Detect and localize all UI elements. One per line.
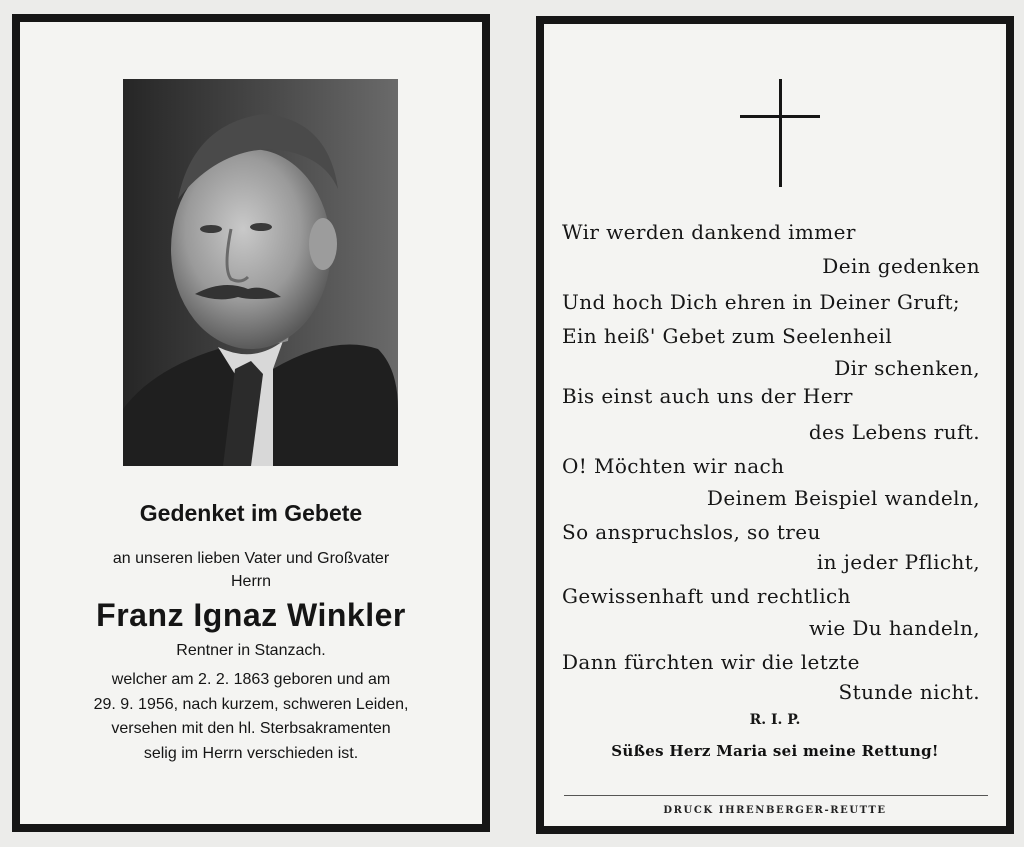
occupation: Rentner in Stanzach. — [176, 642, 326, 659]
printer-credit: DRUCK IHRENBERGER-REUTTE — [663, 805, 887, 816]
verse-line: des Lebens ruft. — [808, 420, 980, 444]
verse-line: wie Du handeln, — [809, 616, 980, 640]
heading: Gedenket im Gebete — [139, 500, 363, 526]
cross-icon — [740, 79, 820, 189]
rip-text: R. I. P. — [749, 712, 801, 728]
memorial-card-left — [12, 14, 490, 832]
verse-line: So anspruchslos, so treu — [562, 520, 821, 544]
bio-line: 29. 9. 1956, nach kurzem, schweren Leiden, — [93, 695, 409, 713]
verse-line: Gewissenhaft und rechtlich — [562, 584, 851, 608]
verse-line: Ein heiß' Gebet zum Seelenheil — [562, 324, 893, 348]
verse-line: Dir schenken, — [834, 356, 980, 380]
verse-line: in jeder Pflicht, — [816, 550, 980, 574]
prayer-text: Süßes Herz Maria sei meine Rettung! — [611, 742, 939, 760]
verse-line: Und hoch Dich ehren in Deiner Gruft; — [562, 290, 961, 314]
biography — [20, 668, 482, 766]
verse-line: Stunde nicht. — [838, 680, 980, 704]
verse-line: Wir werden dankend immer — [562, 220, 856, 244]
divider — [564, 795, 988, 796]
bio-line: selig im Herrn verschieden ist. — [143, 744, 359, 762]
bio-line: versehen mit den hl. Sterbsakramenten — [111, 720, 391, 737]
portrait-photo — [123, 79, 398, 466]
verse-line: Deinem Beispiel wandeln, — [706, 486, 980, 510]
verse-line: Bis einst auch uns der Herr — [562, 384, 853, 408]
intro-line: an unseren lieben Vater und Großvater — [112, 550, 390, 567]
verse-line: Dein gedenken — [822, 254, 980, 278]
bio-line: welcher am 2. 2. 1863 geboren und am — [111, 671, 391, 688]
salutation: Herrn — [230, 573, 271, 590]
verse-line: O! Möchten wir nach — [562, 454, 785, 478]
memorial-card-right — [536, 16, 1014, 834]
verse-line: Dann fürchten wir die letzte — [562, 650, 860, 674]
deceased-name: Franz Ignaz Winkler — [96, 597, 406, 633]
